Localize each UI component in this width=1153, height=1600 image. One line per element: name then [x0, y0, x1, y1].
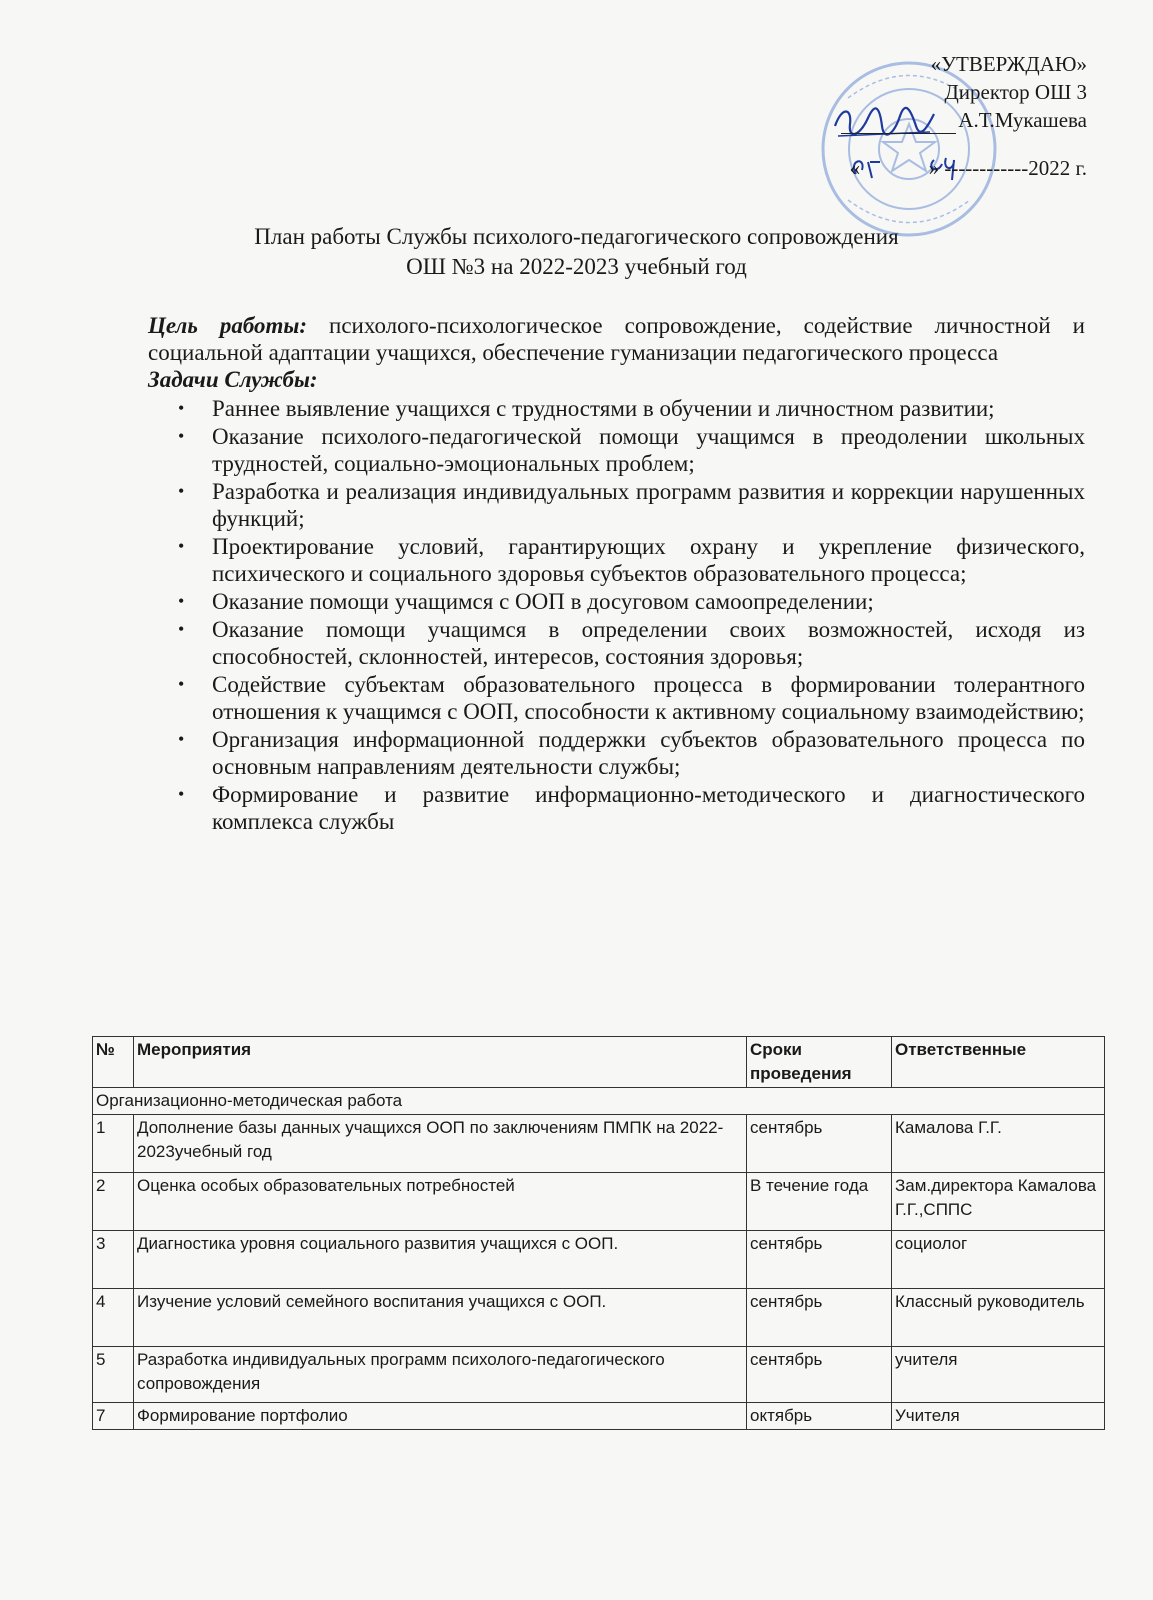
table-header-row [93, 1037, 1105, 1088]
row-number: 2 [93, 1173, 134, 1231]
row-activity: Диагностика уровня социального развития учащихся с ООП. [134, 1231, 747, 1289]
row-term: сентябрь [747, 1231, 892, 1289]
task-text: Формирование и развитие информационно-методического и диагностического комплекса службы [212, 782, 1085, 834]
goal-paragraph [148, 312, 1085, 366]
row-number: 5 [93, 1347, 134, 1403]
row-term: В течение года [747, 1173, 892, 1231]
date-close-quote: » [928, 156, 940, 180]
signature-line [841, 106, 1087, 134]
header-number: № [93, 1037, 134, 1088]
task-text: Разработка и реализация индивидуальных программ развития и коррекции нарушенных функций; [212, 479, 1085, 531]
row-term: сентябрь [747, 1289, 892, 1347]
bullet-icon: • [178, 426, 185, 446]
table-row [93, 1173, 1105, 1231]
director-name: А.Т.Мукашева [958, 108, 1087, 132]
table-row [93, 1403, 1105, 1430]
document-body [148, 312, 1085, 836]
bullet-icon: • [178, 729, 185, 749]
approval-heading: «УТВЕРЖДАЮ» [930, 52, 1087, 76]
list-item [148, 395, 1085, 422]
header-responsible: Ответственные [892, 1037, 1105, 1088]
row-number: 3 [93, 1231, 134, 1289]
row-activity: Дополнение базы данных учащихся ООП по заключениям ПМПК на 2022-2023учебный год [134, 1115, 747, 1173]
list-item [148, 616, 1085, 670]
section-title: Организационно-методическая работа [93, 1088, 1105, 1115]
header-terms: Сроки проведения [747, 1037, 892, 1088]
header-activities: Мероприятия [134, 1037, 747, 1088]
list-item [148, 781, 1085, 835]
date-open-quote: « [849, 156, 861, 180]
row-activity: Формирование портфолио [134, 1403, 747, 1430]
row-activity: Изучение условий семейного воспитания учащихся с ООП. [134, 1289, 747, 1347]
bullet-icon: • [178, 481, 185, 501]
row-responsible: Учителя [892, 1403, 1105, 1430]
row-responsible: Камалова Г.Г. [892, 1115, 1105, 1173]
task-text: Организация информационной поддержки субъектов образовательного процесса по основным направлениям деятельности службы; [212, 727, 1085, 779]
title-line-1: План работы Службы психолого-педагогического сопровождения [254, 224, 899, 249]
table-row [93, 1347, 1105, 1403]
document-title [0, 222, 1153, 282]
goal-text: психолого-психологическое сопровождение, содействие личностной и социальной адаптации учащихся, обеспечение гуманизации педагогического процесса [148, 313, 1085, 365]
approval-block [841, 50, 1087, 182]
task-text: Проектирование условий, гарантирующих охрану и укрепление физического, психического и социального здоровья субъектов образовательного процесса; [212, 534, 1085, 586]
signature-blank [841, 111, 956, 134]
table-row [93, 1115, 1105, 1173]
row-activity: Разработка индивидуальных программ психолого-педагогического сопровождения [134, 1347, 747, 1403]
bullet-icon: • [178, 591, 185, 611]
row-responsible: Классный руководитель [892, 1289, 1105, 1347]
goal-label: Цель работы: [148, 313, 308, 338]
bullet-icon: • [178, 674, 185, 694]
tasks-list [148, 395, 1085, 835]
table-row [93, 1289, 1105, 1347]
row-number: 4 [93, 1289, 134, 1347]
row-term: сентябрь [747, 1115, 892, 1173]
approval-date [841, 154, 1087, 182]
row-number: 1 [93, 1115, 134, 1173]
task-text: Оказание помощи учащимся в определении своих возможностей, исходя из способностей, склонностей, интересов, состояния здоровья; [212, 617, 1085, 669]
task-text: Оказание помощи учащимся с ООП в досуговом самоопределении; [212, 589, 874, 614]
work-plan-table [92, 1036, 1105, 1430]
row-responsible: социолог [892, 1231, 1105, 1289]
director-position: Директор ОШ 3 [944, 80, 1087, 104]
row-term: октябрь [747, 1403, 892, 1430]
list-item [148, 588, 1085, 615]
list-item [148, 671, 1085, 725]
bullet-icon: • [178, 784, 185, 804]
list-item [148, 726, 1085, 780]
title-line-2: ОШ №3 на 2022-2023 учебный год [406, 254, 747, 279]
row-responsible: учителя [892, 1347, 1105, 1403]
section-row [93, 1088, 1105, 1115]
list-item [148, 533, 1085, 587]
bullet-icon: • [178, 536, 185, 556]
task-text: Оказание психолого-педагогической помощи учащимся в преодолении школьных трудностей, социально-эмоциональных проблем; [212, 424, 1085, 476]
row-activity: Оценка особых образовательных потребностей [134, 1173, 747, 1231]
tasks-heading: Задачи Службы: [148, 367, 318, 392]
task-text: Содействие субъектам образовательного процесса в формировании толерантного отношения к учащимся с ООП, способности к активному социальному взаимодействию; [212, 672, 1085, 724]
list-item [148, 478, 1085, 532]
task-text: Раннее выявление учащихся с трудностями в обучении и личностном развитии; [212, 396, 995, 421]
list-item [148, 423, 1085, 477]
date-year: ------------2022 г. [944, 156, 1087, 180]
bullet-icon: • [178, 398, 185, 418]
row-number: 7 [93, 1403, 134, 1430]
row-term: сентябрь [747, 1347, 892, 1403]
row-responsible: Зам.директора Камалова Г.Г.,СППС [892, 1173, 1105, 1231]
table-row [93, 1231, 1105, 1289]
bullet-icon: • [178, 619, 185, 639]
